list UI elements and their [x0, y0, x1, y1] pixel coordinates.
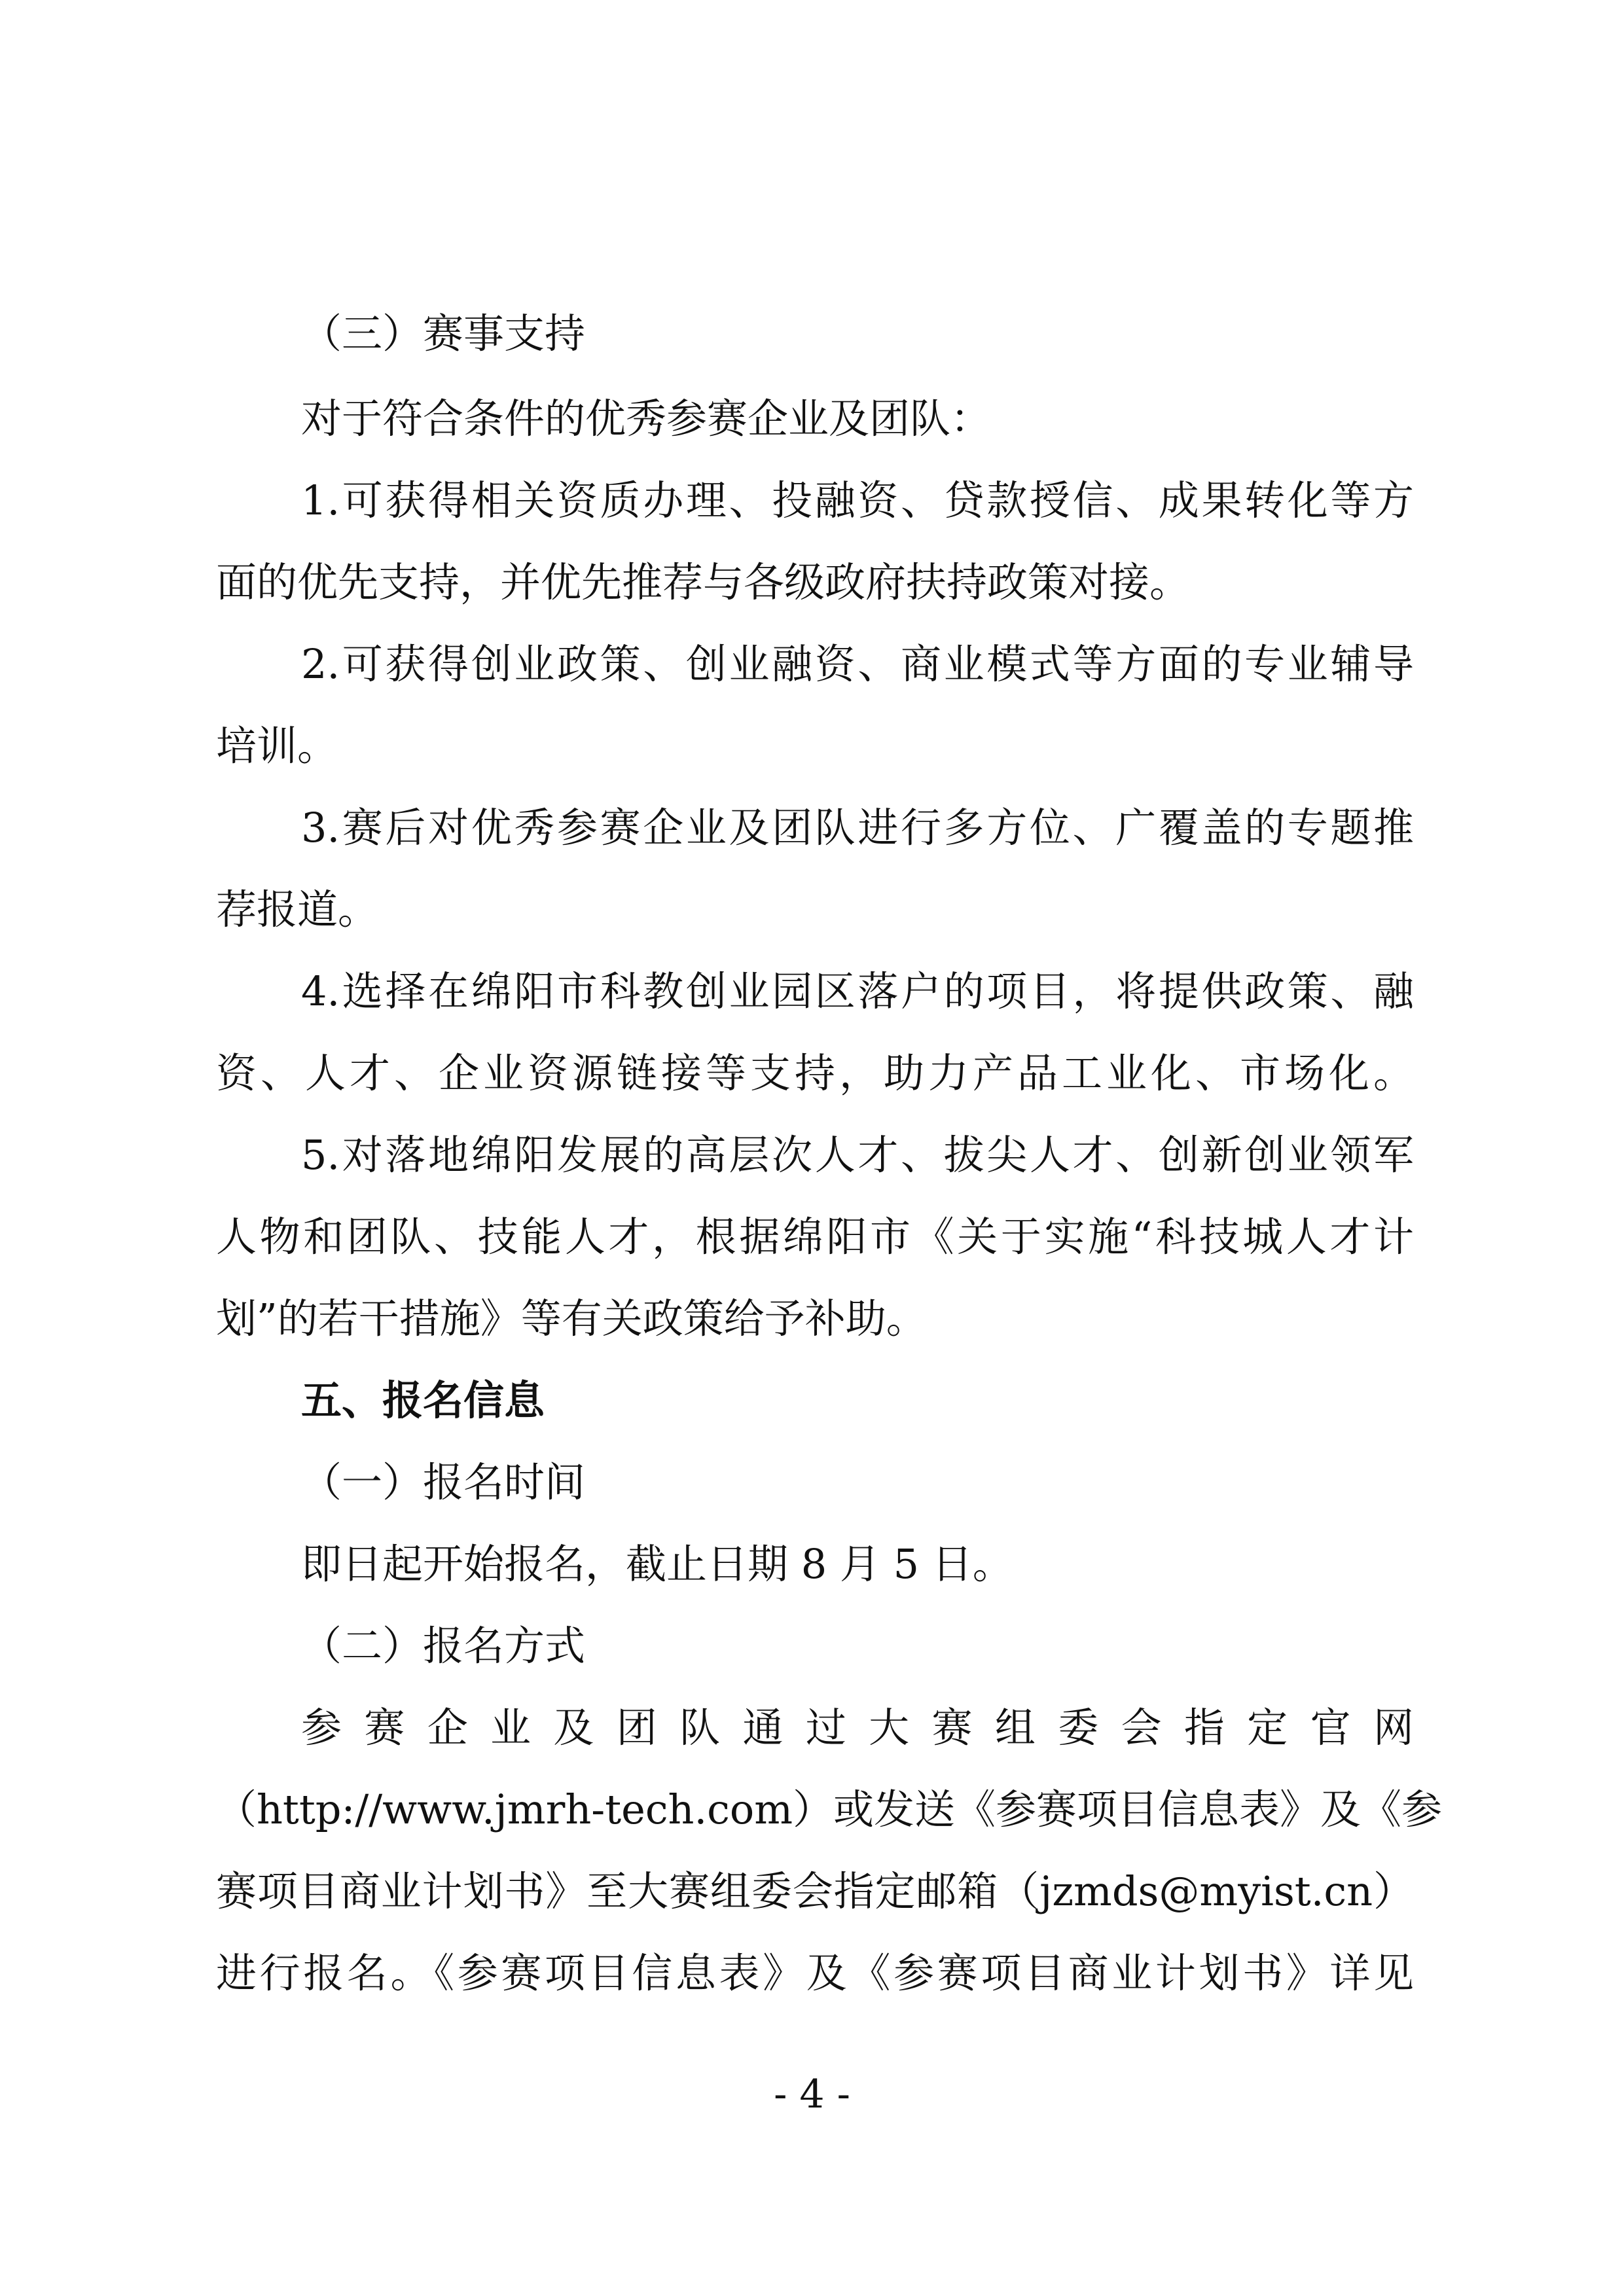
method-line1: 参赛企业及团队通过大赛组委会指定官网: [301, 1704, 1414, 1751]
time-text: 即日起开始报名，截止日期 8 月 5 日。: [301, 1540, 1013, 1588]
method-line4: 进行报名。《参赛项目信息表》及《参赛项目商业计划书》详见: [216, 1949, 1414, 1997]
item4-line2: 资、人才、企业资源链接等支持，助力产品工业化、市场化。: [216, 1049, 1414, 1097]
item4-line1: 4.选择在绵阳市科教创业园区落户的项目，将提供政策、融: [301, 967, 1414, 1015]
item5-line1: 5.对落地绵阳发展的高层次人才、拔尖人才、创新创业领军: [301, 1131, 1414, 1179]
item3-line2: 荐报道。: [216, 886, 379, 933]
support-intro: 对于符合条件的优秀参赛企业及团队：: [301, 395, 992, 442]
item5-line2: 人物和团队、技能人才，根据绵阳市《关于实施“科技城人才计: [216, 1213, 1414, 1261]
item2-line1: 2.可获得创业政策、创业融资、商业模式等方面的专业辅导: [301, 640, 1414, 688]
method-line3: 赛项目商业计划书》至大赛组委会指定邮箱（jzmds@myist.cn）: [216, 1867, 1414, 1915]
method-line2: （http://www.jmrh-tech.com）或发送《参赛项目信息表》及《参: [216, 1785, 1443, 1833]
item2-line2: 培训。: [216, 722, 338, 770]
item1-line1: 1.可获得相关资质办理、投融资、贷款授信、成果转化等方: [301, 476, 1414, 524]
item3-line1: 3.赛后对优秀参赛企业及团队进行多方位、广覆盖的专题推: [301, 804, 1414, 852]
time-heading: （一）报名时间: [301, 1458, 586, 1506]
item5-line3: 划”的若干措施》等有关政策给予补助。: [216, 1295, 927, 1342]
page-number: - 4 -: [774, 2072, 850, 2117]
support-heading: （三）赛事支持: [301, 310, 586, 357]
method-heading: （二）报名方式: [301, 1622, 586, 1670]
item1-line2: 面的优先支持，并优先推荐与各级政府扶持政策对接。: [216, 558, 1191, 606]
signup-heading: 五、报名信息: [301, 1376, 545, 1424]
